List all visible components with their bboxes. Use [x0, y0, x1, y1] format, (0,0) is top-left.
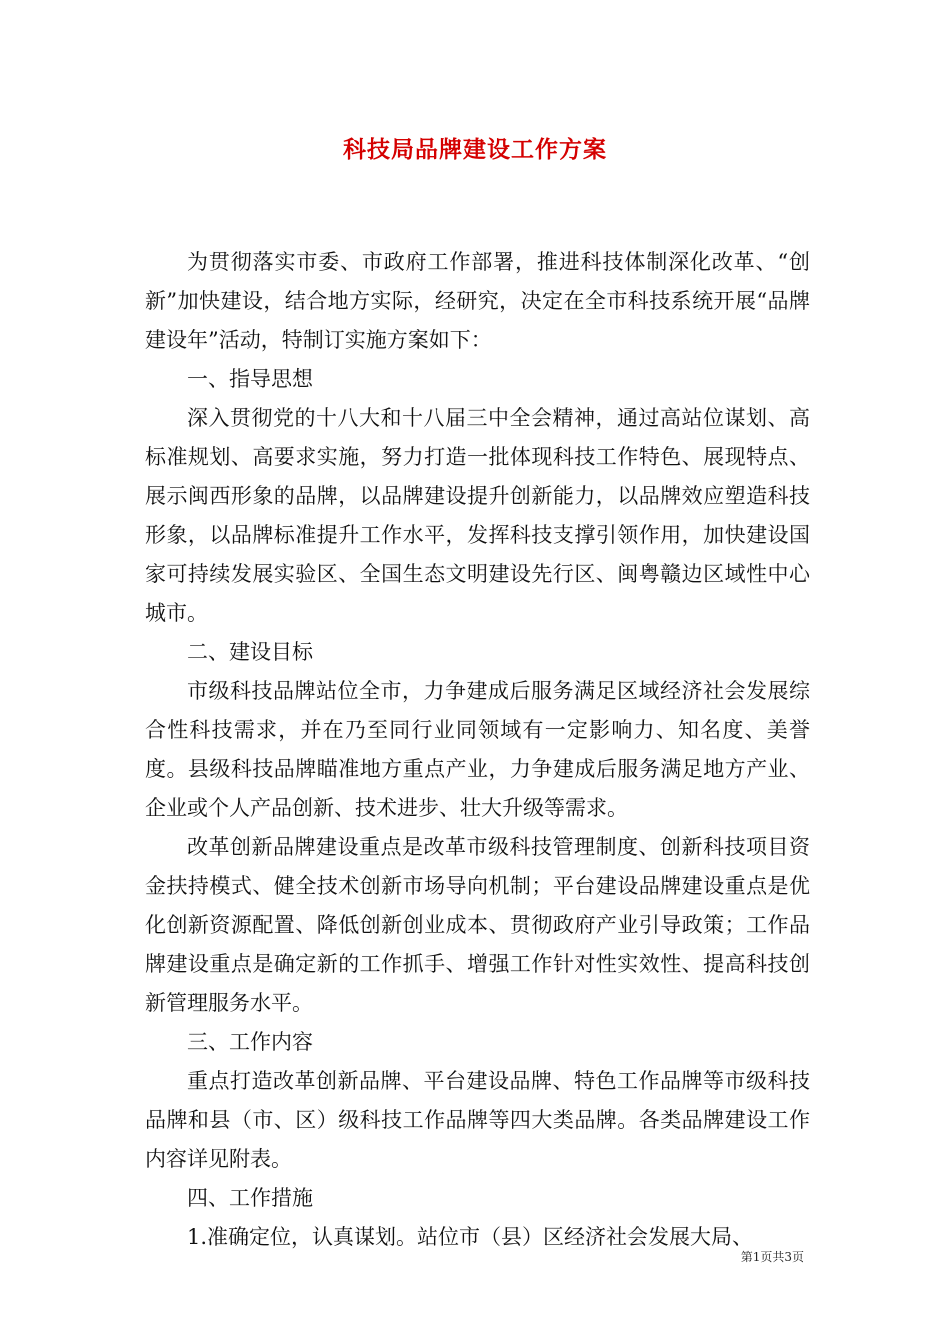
body-paragraph: 改革创新品牌建设重点是改革市级科技管理制度、创新科技项目资金扶持模式、健全技术创新市场导向机制；平台建设品牌建设重点是优化创新资源配置、降低创新创业成本、贯彻政府产业引导政策；工作品牌建设重点是确定新的工作抓手、增强工作针对性实效性、提高科技创新管理服务水平。 [145, 835, 810, 1015]
body-paragraph: 1.准确定位，认真谋划。站位市（县）区经济社会发展大局、 [187, 1225, 754, 1249]
body-paragraph: 市级科技品牌站位全市，力争建成后服务满足区域经济社会发展综合性科技需求，并在乃至同行业同领域有一定影响力、知名度、美誉度。县级科技品牌瞄准地方重点产业，力争建成后服务满足地方产业、企业或个人产品创新、技术进步、壮大升级等需求。 [145, 679, 810, 820]
section-heading: 一、指导思想 [187, 367, 313, 391]
body-paragraph: 深入贯彻党的十八大和十八届三中全会精神，通过高站位谋划、高标准规划、高要求实施，努力打造一批体现科技工作特色、展现特点、展示闽西形象的品牌，以品牌建设提升创新能力，以品牌效应塑造科技形象，以品牌标准提升工作水平，发挥科技支撑引领作用，加快建设国家可持续发展实验区、全国生态文明建设先行区、闽粤赣边区域性中心城市。 [145, 406, 810, 625]
body-paragraph: 重点打造改革创新品牌、平台建设品牌、特色工作品牌等市级科技品牌和县（市、区）级科技工作品牌等四大类品牌。各类品牌建设工作内容详见附表。 [145, 1069, 810, 1171]
section-heading: 二、建设目标 [187, 640, 313, 664]
section-heading: 四、工作措施 [187, 1186, 313, 1210]
document-title: 科技局品牌建设工作方案 [343, 136, 607, 163]
section-heading: 三、工作内容 [187, 1030, 313, 1054]
body-paragraph: 为贯彻落实市委、市政府工作部署，推进科技体制深化改革、“创新”加快建设，结合地方实际，经研究，决定在全市科技系统开展“品牌建设年”活动，特制订实施方案如下： [145, 250, 810, 352]
page-number-footer: 第1页共3页 [740, 1250, 804, 1264]
document-body [145, 243, 810, 1257]
